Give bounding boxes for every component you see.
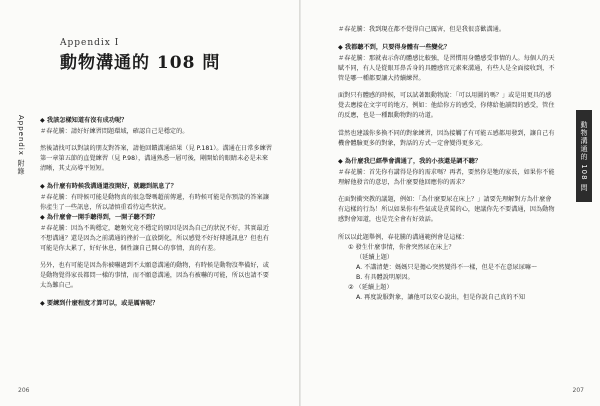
answer-left-4: ＃春花騰：有時候可能是動物真的很急聲嗎超前傳遞，有時候可能是你預設的答案讓你產生了一些訊息，所以請慎重看待這些狀況。 [40, 194, 269, 211]
list-item-right-10: ① 發生什麼事情，你會突然尿在床上？ [348, 244, 455, 251]
list-item-right-14: ② （延續上題） [348, 284, 393, 291]
question-left-5: ◆ 為什麼會一開手聽得到，一開子聽不到？ [40, 214, 159, 221]
paragraph-right-5: 當然也建議你多換不同的對象練習，因為接觸了有可能五感都用發到，讓自己有機會體驗更多的對象，對話的方式一定會變得更多元。 [338, 130, 555, 147]
list-subitem-right-13: B. 有具體說明原因。 [356, 274, 414, 281]
answer-left-1: ＃春花騰：請好好練習問題環域，確認自己是穩定的。 [40, 128, 189, 135]
right-column [338, 25, 556, 303]
appendix-label: Appendix I [60, 38, 120, 48]
spacer-right-1 [338, 35, 556, 43]
list-heading-right-9: 所以以此題舉例，春花騰的溝通範例會是這樣： [338, 234, 468, 241]
list-subitem-right-11: （延續上題） [356, 254, 394, 261]
answer-left-6: ＃春花騰：因為不夠穩定，聽頻究竟不穩定的原因是因為自己的狀況不好，其實最近不想溝通？還是因為之前溝通的挫折一直放倒化，所以感覺不好好傳遞訊息？但也有可能是你太累了，好好休息，個性讓自己開心的事情，真的有差。 [40, 225, 269, 252]
question-right-6: ◆ 為什麼我已經學會溝通了，我的小孩還是調不聽？ [338, 158, 482, 165]
chapter-title: 動物溝通的 108 問 [60, 53, 221, 73]
paragraph-left-2: 然後請找可以對談的朋友對答案，請他回饋溝通結果（見 P.181）。溝通在日常多練習第一章第五節的直覺練習（見 P.98），溝通熟悉一層可後，剛開始的眼睛未必是未來清晰，其丈高導平短短。 [40, 145, 272, 172]
page-number-right: 207 [572, 387, 584, 394]
left-page [0, 0, 299, 406]
answer-right-7: ＃春花騰：首先你有講得是你的需求嗎？再者，要然你是牠的家長，如果你不能理解他發音的意思，為什麼要他回應你的需求？ [338, 169, 555, 186]
side-tab-left: Appendix 附錄 [17, 115, 25, 176]
question-right-2: ◆ 我都聽不到，只要得身體有一些變化？ [338, 44, 451, 51]
page-number-left: 206 [18, 387, 30, 394]
paragraph-right-4: 面對只有體感的時候，可以試著跟動物說：「可以用圖的嗎？」或是用更具的感覺去應接在文字可的地方，例如：他給你方的感受，你傳給他讀問的感受，管住的反應，也是一種跟動物對的功道。 [338, 92, 555, 119]
answer-right-0: ＃春花騰：我到現在都不覺得自己厲害，但是我很喜歡溝通。 [338, 26, 506, 33]
paragraph-right-8: 在面對衝突教的議題，例如：「為什麼要尿在床上？」請要先理解對方為什麼會有這樣的行為！所以如果你有些氣或是責罵的心，建議你先不要溝通，因為動物感對會知道，也是完全會有好效話。 [338, 196, 555, 223]
question-left-0: ◆ 我該怎樣知道有沒有成功呢？ [40, 117, 128, 124]
right-page [301, 0, 600, 406]
answer-right-3: ＃春花騰：那就表示你的體感比較強，是習慣用身體感受事情的人。每個人的天賦不同，有人是從眼耳鼻舌身的具體感官元素來溝通，有些人是全面接收到，不管是哪一種都要讓大持續練習。 [338, 55, 555, 82]
side-tab-right: 動物溝通的 108 問 [576, 110, 592, 202]
list-subitem-right-12: A. 不講清楚：媽媽只是擔心突然變得不一樣，但是不在意尿尿嘛～ [356, 264, 538, 271]
question-left-8: ◆ 要練到什麼程度才算可以，或是厲害呢？ [40, 300, 159, 307]
left-column [40, 116, 272, 310]
paragraph-left-7: 另外，也有可能是因為你被嚇過到不太願意溝通的動物，有時候是動物沒準備好，或是動物覺得家長都問一樣的事情，而不願意溝通，因為有被嚇的可能，所以也請不要太為難自己。 [40, 262, 269, 289]
question-left-3: ◆ 為什麼有時候我溝通還沒開好，就聽到訊息了？ [40, 183, 177, 190]
list-subitem-right-15: A. 再度說服對象，讓他可以安心說出，但是你說自己真的不知 [356, 294, 525, 301]
